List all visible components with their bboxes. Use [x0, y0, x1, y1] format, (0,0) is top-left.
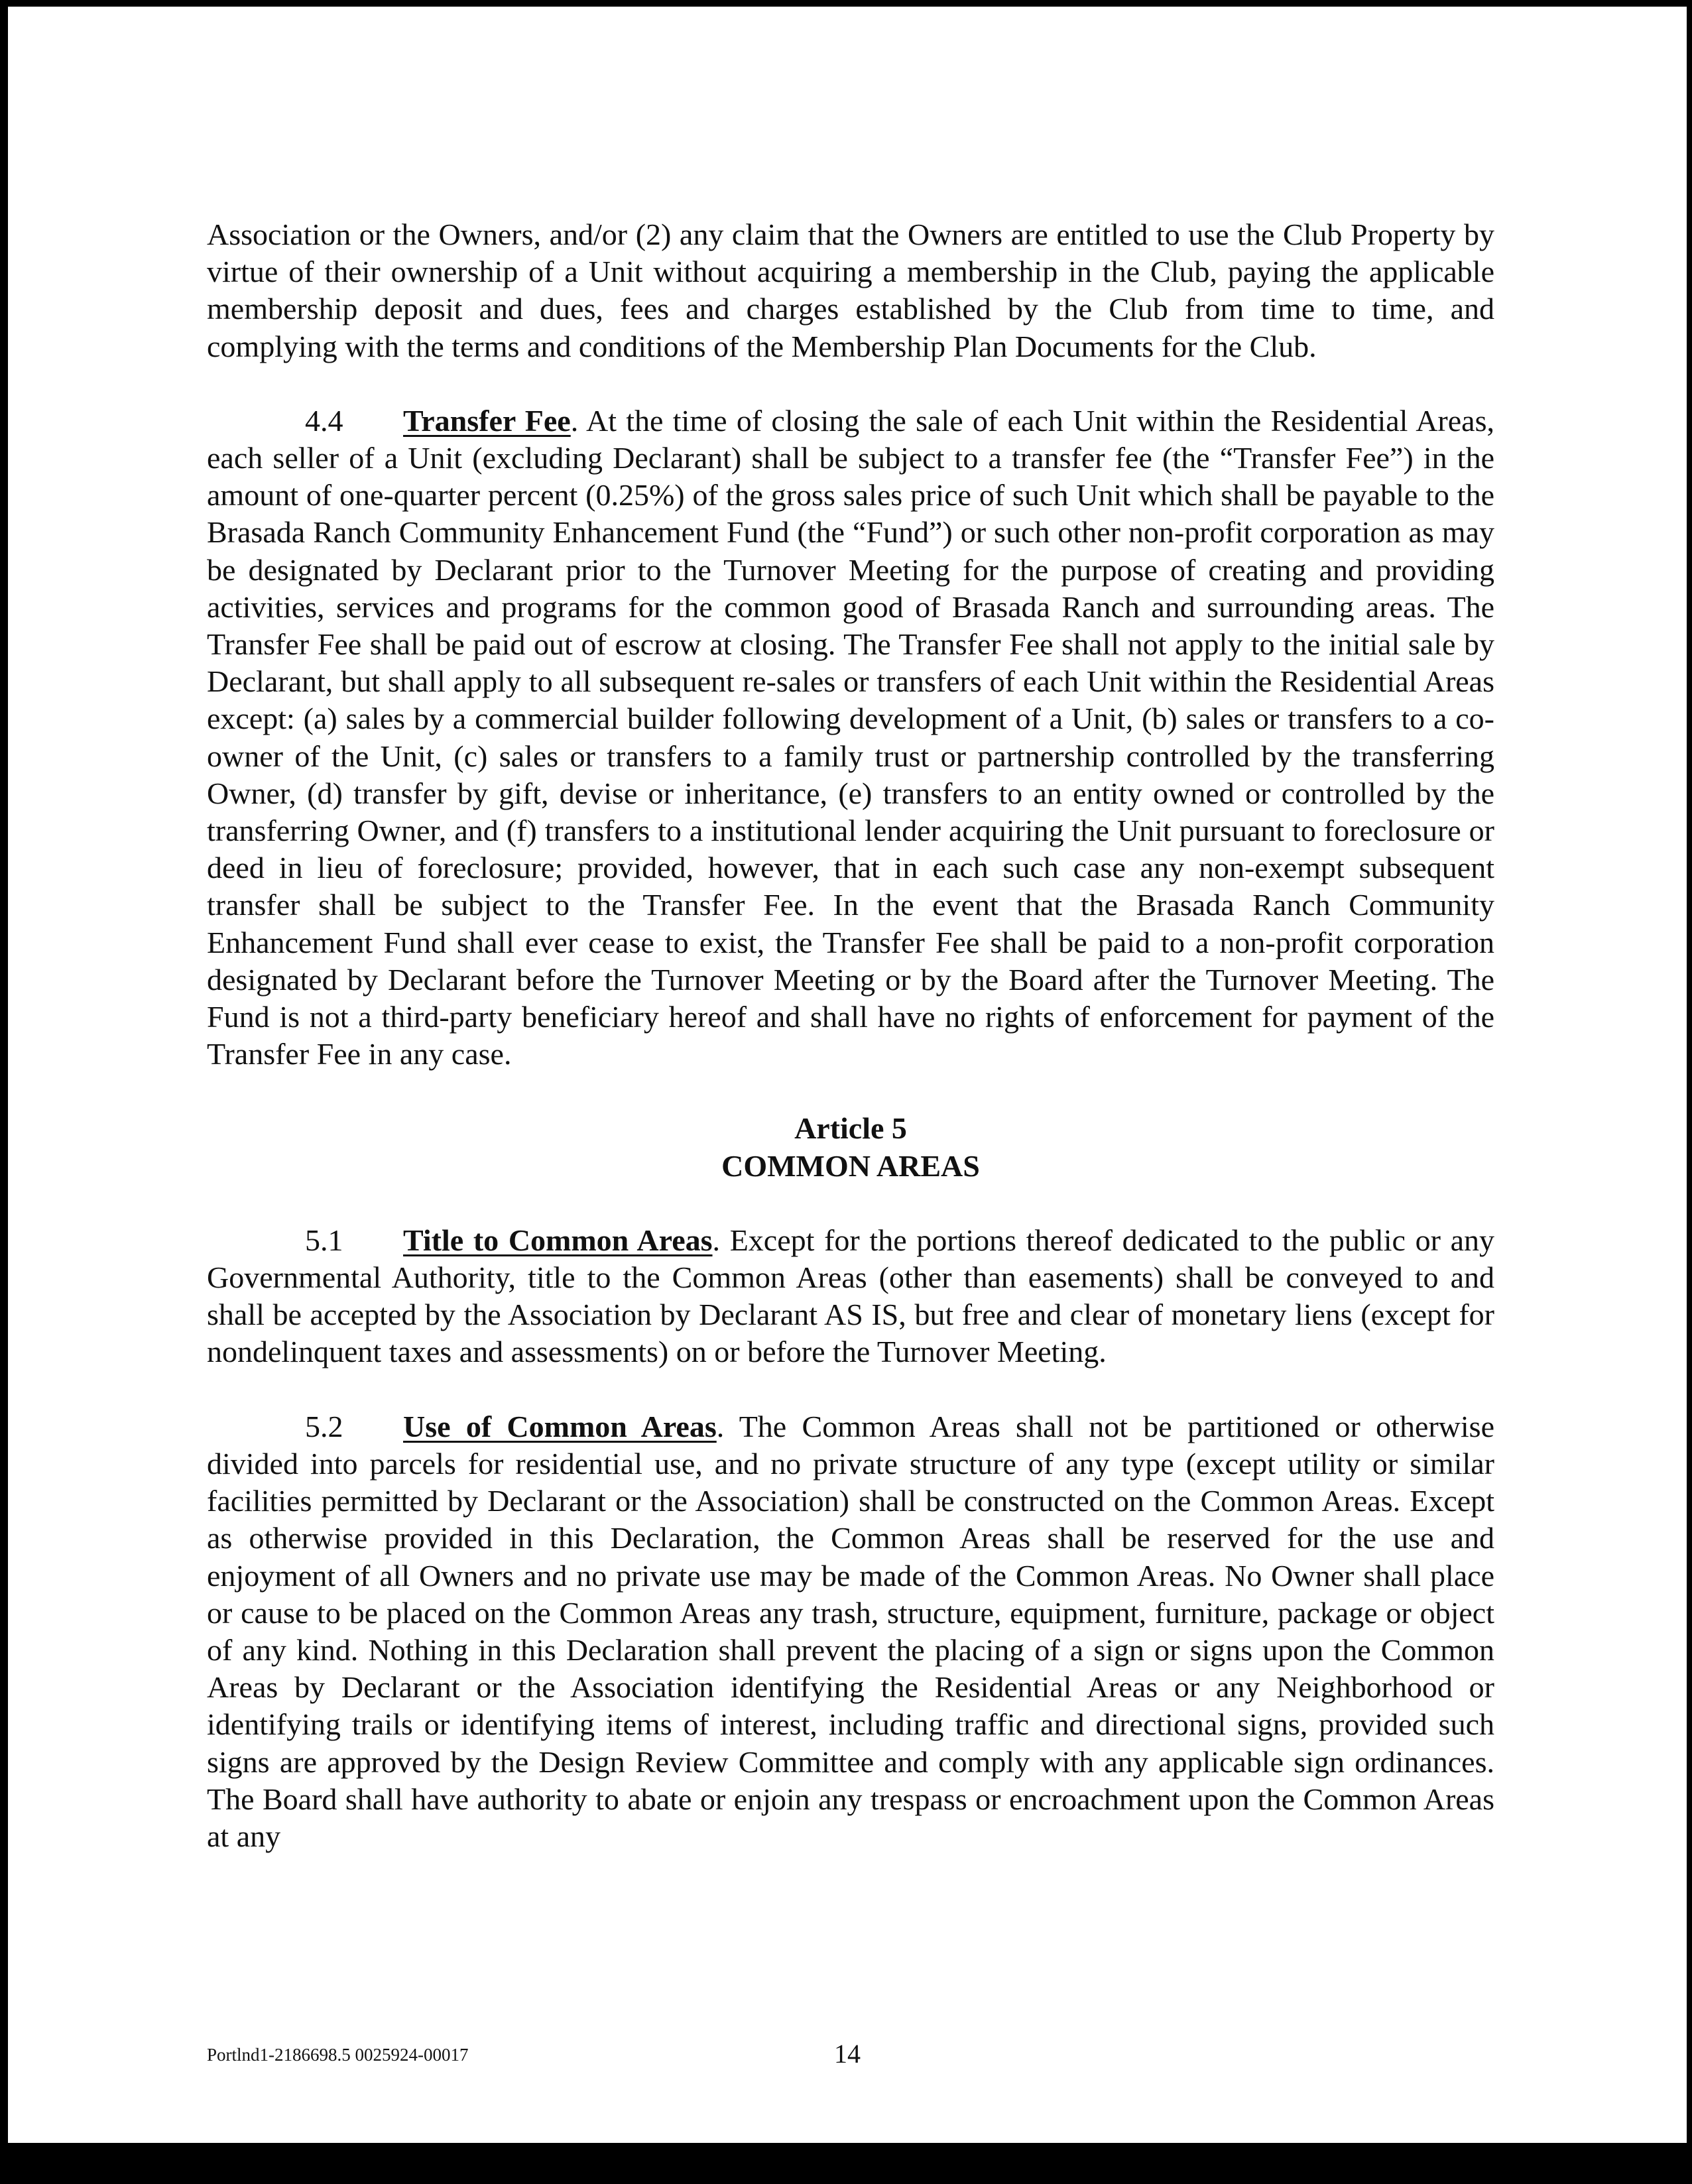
section-5-2-number: 5.2: [305, 1409, 343, 1443]
section-5-2-paragraph: [207, 1408, 1494, 1855]
scan-border-left: [0, 0, 8, 2184]
section-4-4-text: . At the time of closing the sale of each Unit within the Residential Areas, each seller of a Unit (excluding Declarant) shall be subject to a transfer fee (the “Transfer Fee”) in the amount of one-quarter percent (0.25%) of the gross sales price of such Unit which shall be payable to the Brasada Ranch Community Enhancement Fund (the “Fund”) or such other non-profit corporation as may be designated by Declarant prior to the Turnover Meeting for the purpose of creating and providing activities, services and programs for the common good of Brasada Ranch and surrounding areas. The Transfer Fee shall be paid out of escrow at closing. The Transfer Fee shall not apply to the initial sale by Declarant, but shall apply to all subsequent re-sales or transfers of each Unit within the Residential Areas except: (a) sales by a commercial builder following development of a Unit, (b) sales or transfers to a co-owner of the Unit, (c) sales or transfers to a family trust or partnership controlled by the transferring Owner, (d) transfer by gift, devise or inheritance, (e) transfers to an entity owned or controlled by the transferring Owner, and (f) transfers to a institutional lender acquiring the Unit pursuant to foreclosure or deed in lieu of foreclosure; provided, however, that in each such case any non-exempt subsequent transfer shall be subject to the Transfer Fee. In the event that the Brasada Ranch Community Enhancement Fund shall ever cease to exist, the Transfer Fee shall be paid to a non-profit corporation designated by Declarant before the Turnover Meeting or by the Board after the Turnover Meeting. The Fund is not a third-party beneficiary hereof and shall have no rights of enforcement for payment of the Transfer Fee in any case.: [207, 403, 1494, 1071]
section-5-1-number: 5.1: [305, 1223, 343, 1257]
scan-border-right: [1687, 0, 1692, 2184]
continuation-paragraph: [207, 216, 1494, 365]
continuation-text: Association or the Owners, and/or (2) any claim that the Owners are entitled to use the Club Property by virtue of their ownership of a Unit without acquiring a membership in the Club, paying the applicable membership deposit and dues, fees and charges established by the Club from time to time, and complying with the terms and conditions of the Membership Plan Documents for the Club.: [207, 217, 1494, 363]
scan-border-top: [0, 0, 1692, 7]
document-body: [207, 216, 1494, 1892]
section-4-4-paragraph: [207, 402, 1494, 1073]
article-label: Article 5: [794, 1111, 907, 1146]
footer-page-number: 14: [834, 2039, 861, 2069]
section-4-4-number: 4.4: [305, 403, 343, 438]
section-5-2-text: . The Common Areas shall not be partitioned or otherwise divided into parcels for residential use, and no private structure of any type (except utility or similar facilities permitted by Declarant or the Association) shall be constructed on the Common Areas. Except as otherwise provided in this Declaration, the Common Areas shall be reserved for the use and enjoyment of all Owners and no private use may be made of the Common Areas. No Owner shall place or cause to be placed on the Common Areas any trash, structure, equipment, furniture, package or object of any kind. Nothing in this Declaration shall prevent the placing of a sign or signs upon the Common Areas by Declarant or the Association identifying the Residential Areas or any Neighborhood or identifying trails or identifying items of interest, including traffic and directional signs, provided such signs are approved by the Design Review Committee and comply with any applicable sign ordinances. The Board shall have authority to abate or enjoin any trespass or encroachment upon the Common Areas at any: [207, 1409, 1494, 1853]
article-heading: [207, 1110, 1494, 1184]
article-title: COMMON AREAS: [721, 1148, 980, 1183]
section-5-1-paragraph: [207, 1222, 1494, 1371]
section-4-4-title: Transfer Fee: [403, 403, 571, 438]
section-5-2-title: Use of Common Areas: [403, 1409, 717, 1443]
footer-document-id: Portlnd1-2186698.5 0025924-00017: [207, 2045, 469, 2065]
section-5-1-text: . Except for the portions thereof dedicated to the public or any Governmental Authority, title to the Common Areas (other than easements) shall be conveyed to and shall be accepted by the Association by Declarant AS IS, but free and clear of monetary liens (except for nondelinquent taxes and assessments) on or before the Turnover Meeting.: [207, 1223, 1494, 1369]
scan-border-bottom: [0, 2143, 1692, 2184]
section-5-1-title: Title to Common Areas: [403, 1223, 713, 1257]
